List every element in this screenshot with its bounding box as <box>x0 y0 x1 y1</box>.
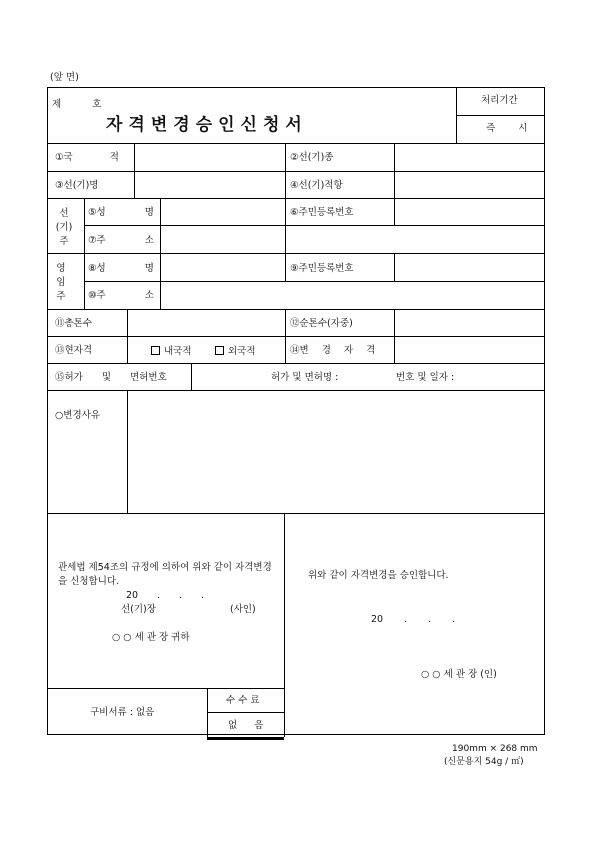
port-of-registry-label: ④선(기)적항 <box>290 180 343 191</box>
owner-group-label: 선(기)주 <box>55 208 73 247</box>
owner-resident-number-label: ⑥주민등록번호 <box>290 207 354 218</box>
vessel-name-label: ③선(기)명 <box>55 180 99 191</box>
paper-type-note: (신문용지 54g / ㎡) <box>444 757 524 767</box>
net-tonnage-label: ⑫순톤수(자중) <box>290 318 353 329</box>
approval-statement: 위와 같이 자격변경을 승인합니다. <box>308 570 449 581</box>
application-date: 20 . . . <box>126 590 205 601</box>
nationality-label: ①국 적 <box>55 152 119 163</box>
domestic-checkbox[interactable]: 내국적 <box>151 346 192 357</box>
owner-name-label: ⑤성 명 <box>88 207 154 218</box>
checkbox-icon <box>215 346 224 355</box>
license-number-label: ⑮허가 및 면허번호 <box>55 372 167 383</box>
application-addressee: ○ ○ 세 관 장 귀하 <box>112 632 190 643</box>
owner-address-label: ⑦주 소 <box>88 235 154 246</box>
operator-resident-number-label: ⑨주민등록번호 <box>290 263 354 274</box>
current-status-label: ⑬현자격 <box>55 345 93 356</box>
operator-group-label: 영임주 <box>56 263 66 302</box>
change-reason-label: ○변경사유 <box>55 410 100 421</box>
approval-date: 20 . . . <box>371 614 456 625</box>
new-status-label: ⑭변 경 자 격 <box>290 345 376 356</box>
application-statement: 관세법 제54조의 규정에 의하여 위와 같이 자격변경을 신청합니다. <box>58 562 272 587</box>
checkbox-icon <box>151 346 160 355</box>
foreign-checkbox[interactable]: 외국적 <box>215 346 256 357</box>
license-name-field: 허가 및 면허명 : <box>271 372 339 383</box>
operator-address-label: ⑩주 소 <box>88 290 154 301</box>
processing-period-value: 즉 시 <box>486 123 538 134</box>
approval-signer: ○ ○ 세 관 장 (인) <box>421 669 497 680</box>
applicant-signer: 선(기)장 <box>121 604 156 615</box>
gross-tonnage-label: ⑪총톤수 <box>55 318 93 329</box>
vessel-type-label: ②선(기)종 <box>290 152 334 163</box>
operator-name-label: ⑧성 명 <box>88 263 154 274</box>
fee-value: 없 음 <box>228 720 264 731</box>
license-date-field: 번호 및 일자 : <box>396 372 455 383</box>
processing-period-label: 처리기간 <box>481 95 518 106</box>
fee-label: 수 수 료 <box>226 695 260 706</box>
form-title: 자격변경승인신청서 <box>106 115 308 135</box>
paper-size-note: 190mm × 268 mm <box>452 744 538 754</box>
required-documents: 구비서류 : 없음 <box>90 707 155 718</box>
front-side-mark: (앞 면) <box>50 72 79 83</box>
applicant-sign-mark: (사인) <box>230 604 256 615</box>
form-number-label: 제 호 <box>52 99 116 110</box>
